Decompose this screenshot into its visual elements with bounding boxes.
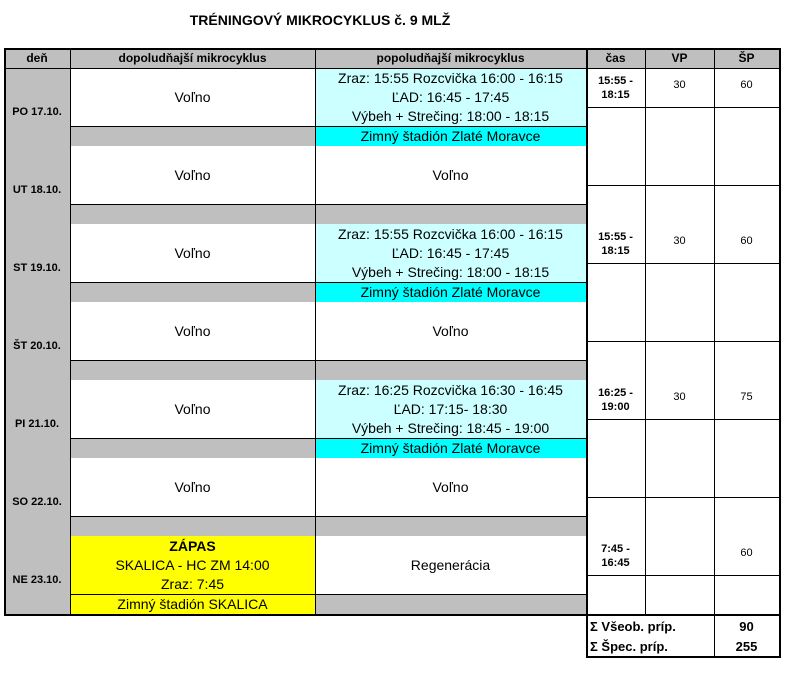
afternoon-line: Zraz: 15:55 Rozcvička 16:00 - 16:15 <box>338 69 563 86</box>
time-empty <box>586 341 645 380</box>
afternoon-line: ĽAD: 17:15- 18:30 <box>393 400 508 417</box>
header-vp-label: VP <box>671 51 688 65</box>
sp-empty <box>714 575 779 614</box>
morning-line: Voľno <box>174 88 211 105</box>
time-line: 7:45 - <box>601 542 630 555</box>
vp-value <box>645 224 714 263</box>
time-range <box>586 224 645 263</box>
day-label <box>4 68 70 146</box>
vp-value <box>645 536 714 575</box>
afternoon-line: Výbeh + Strečing: 18:45 - 19:00 <box>351 419 550 436</box>
afternoon-line: Výbeh + Strečing: 18:00 - 18:15 <box>351 263 550 280</box>
sp-value <box>714 146 779 185</box>
page-title: TRÉNINGOVÝ MIKROCYKLUS č. 9 MLŽ <box>189 12 451 28</box>
sp-text: 60 <box>740 79 753 91</box>
grid-line <box>586 497 779 498</box>
time-range <box>586 536 645 575</box>
header-morning <box>70 48 315 68</box>
morning-footer <box>70 360 315 380</box>
header-day <box>4 48 70 68</box>
grid-line <box>586 656 779 658</box>
time-line: 16:25 - <box>598 386 633 399</box>
grid-line <box>4 68 779 69</box>
grid-line <box>315 48 316 616</box>
afternoon-line: ĽAD: 16:45 - 17:45 <box>391 244 510 261</box>
afternoon-footer <box>315 126 586 146</box>
afternoon-line: Zraz: 16:25 Rozcvička 16:30 - 16:45 <box>338 381 563 398</box>
afternoon-line: Regenerácia <box>410 556 491 573</box>
grid-line <box>70 204 586 205</box>
afternoon-session <box>315 380 586 438</box>
grid-line <box>645 48 646 616</box>
vp-empty <box>645 185 714 224</box>
time-empty <box>586 107 645 146</box>
vp-empty <box>645 263 714 302</box>
grid-line <box>70 48 71 616</box>
time-line: 15:55 - <box>598 74 633 87</box>
vp-empty <box>645 107 714 146</box>
afternoon-line: Zraz: 15:55 Rozcvička 16:00 - 16:15 <box>338 225 563 242</box>
grid-line <box>586 263 779 264</box>
morning-footer <box>70 126 315 146</box>
day-label <box>4 458 70 536</box>
time-empty <box>586 185 645 224</box>
morning-session <box>70 224 315 282</box>
grid-line <box>586 185 779 186</box>
grid-line <box>586 48 588 616</box>
afternoon-line: Výbeh + Strečing: 18:00 - 18:15 <box>351 107 550 124</box>
time-range <box>586 458 645 497</box>
grid-line <box>586 107 779 108</box>
grid-line <box>70 126 586 127</box>
day-text: ŠT 20.10. <box>13 340 61 352</box>
grid-line <box>714 48 715 616</box>
summary-value-text: 255 <box>735 638 758 654</box>
morning-line: SKALICA - HC ZM 14:00 <box>115 556 270 573</box>
morning-session <box>70 536 315 594</box>
afternoon-line: Voľno <box>432 166 469 183</box>
morning-footer <box>70 594 315 614</box>
morning-footer <box>70 516 315 536</box>
morning-session <box>70 458 315 516</box>
grid-line <box>70 282 586 283</box>
afternoon-session <box>315 68 586 126</box>
afternoon-footer <box>315 594 586 614</box>
header-morning-label: dopoludňajší mikrocyklus <box>118 51 267 65</box>
summary-value-text: 90 <box>739 618 754 634</box>
grid-line <box>70 360 586 361</box>
afternoon-footer <box>315 516 586 536</box>
time-line: 15:55 - <box>598 230 633 243</box>
time-line: 18:15 <box>601 244 630 257</box>
grid-line <box>779 614 781 658</box>
afternoon-session <box>315 224 586 282</box>
summary-value <box>714 636 779 656</box>
day-text: UT 18.10. <box>12 184 62 196</box>
grid-line <box>4 48 6 616</box>
day-label <box>4 302 70 380</box>
header-time-label: čas <box>605 51 626 65</box>
vp-text: 30 <box>673 79 686 91</box>
morning-line: Voľno <box>174 166 211 183</box>
sp-value <box>714 536 779 575</box>
vp-value <box>645 380 714 419</box>
morning-footer <box>70 204 315 224</box>
day-label <box>4 536 70 614</box>
time-empty <box>586 419 645 458</box>
sp-value <box>714 68 779 107</box>
header-sp <box>714 48 779 68</box>
morning-line: Voľno <box>174 244 211 261</box>
header-day-label: deň <box>26 51 48 65</box>
time-range <box>586 380 645 419</box>
header-time <box>586 48 645 68</box>
grid-line <box>70 438 586 439</box>
time-empty <box>586 263 645 302</box>
time-empty <box>586 575 645 614</box>
time-line: 19:00 <box>601 400 630 413</box>
afternoon-session <box>315 536 586 594</box>
grid-line <box>70 594 586 595</box>
morning-session <box>70 68 315 126</box>
day-label <box>4 146 70 224</box>
afternoon-footer <box>315 282 586 302</box>
summary-label <box>586 636 714 656</box>
day-text: SO 22.10. <box>12 496 62 508</box>
afternoon-session <box>315 302 586 360</box>
morning-line: Voľno <box>174 478 211 495</box>
time-empty <box>586 497 645 536</box>
grid-line <box>586 575 779 576</box>
sp-empty <box>714 263 779 302</box>
morning-line: Voľno <box>174 322 211 339</box>
afternoon-footer <box>315 204 586 224</box>
grid-line <box>586 419 779 420</box>
vp-empty <box>645 419 714 458</box>
morning-footer <box>70 438 315 458</box>
summary-value <box>714 616 779 636</box>
header-vp <box>645 48 714 68</box>
afternoon-line: Voľno <box>432 322 469 339</box>
header-afternoon <box>315 48 586 68</box>
morning-line: Voľno <box>174 400 211 417</box>
afternoon-footer <box>315 360 586 380</box>
time-line: 18:15 <box>601 88 630 101</box>
sp-empty <box>714 185 779 224</box>
time-line: 16:45 <box>601 556 630 569</box>
sp-empty <box>714 497 779 536</box>
sp-value <box>714 458 779 497</box>
day-text: NE 23.10. <box>12 574 62 586</box>
morning-footer <box>70 282 315 302</box>
day-text: PO 17.10. <box>12 106 62 118</box>
sp-text: 60 <box>740 547 753 559</box>
sp-value <box>714 224 779 263</box>
day-label <box>4 380 70 458</box>
summary-label <box>586 616 714 636</box>
grid-line <box>714 614 715 658</box>
grid-line <box>586 614 588 658</box>
grid-line <box>4 48 779 50</box>
header-sp-label: ŠP <box>738 51 755 65</box>
sp-text: 60 <box>740 235 753 247</box>
afternoon-footer <box>315 438 586 458</box>
vp-empty <box>645 575 714 614</box>
morning-line: ZÁPAS <box>169 537 216 554</box>
afternoon-venue: Zimný štadión Zlaté Moravce <box>360 283 541 300</box>
vp-value <box>645 302 714 341</box>
grid-line <box>586 341 779 342</box>
vp-value <box>645 68 714 107</box>
morning-venue: Zimný štadión SKALICA <box>117 595 268 612</box>
morning-session <box>70 380 315 438</box>
sp-empty <box>714 419 779 458</box>
afternoon-line: ĽAD: 16:45 - 17:45 <box>391 88 510 105</box>
grid-line <box>779 48 781 616</box>
afternoon-session <box>315 146 586 204</box>
time-range <box>586 68 645 107</box>
sp-empty <box>714 341 779 380</box>
morning-line: Zraz: 7:45 <box>160 575 225 592</box>
header-afternoon-label: popoludňajší mikrocyklus <box>376 51 525 65</box>
morning-session <box>70 302 315 360</box>
afternoon-venue: Zimný štadión Zlaté Moravce <box>360 439 541 456</box>
time-range <box>586 146 645 185</box>
day-label <box>4 224 70 302</box>
vp-value <box>645 458 714 497</box>
morning-session <box>70 146 315 204</box>
vp-empty <box>645 497 714 536</box>
sp-value <box>714 380 779 419</box>
time-range <box>586 302 645 341</box>
afternoon-venue: Zimný štadión Zlaté Moravce <box>360 127 541 144</box>
afternoon-session <box>315 458 586 516</box>
summary-label-text: Σ Špec. príp. <box>590 638 668 654</box>
afternoon-line: Voľno <box>432 478 469 495</box>
day-text: ST 19.10. <box>13 262 61 274</box>
grid-line <box>70 516 586 517</box>
sp-value <box>714 302 779 341</box>
sp-empty <box>714 107 779 146</box>
vp-text: 30 <box>673 235 686 247</box>
vp-empty <box>645 341 714 380</box>
summary-label-text: Σ Všeob. príp. <box>590 618 676 634</box>
day-text: PI 21.10. <box>14 418 60 430</box>
vp-text: 30 <box>673 391 686 403</box>
sp-text: 75 <box>740 391 753 403</box>
vp-value <box>645 146 714 185</box>
